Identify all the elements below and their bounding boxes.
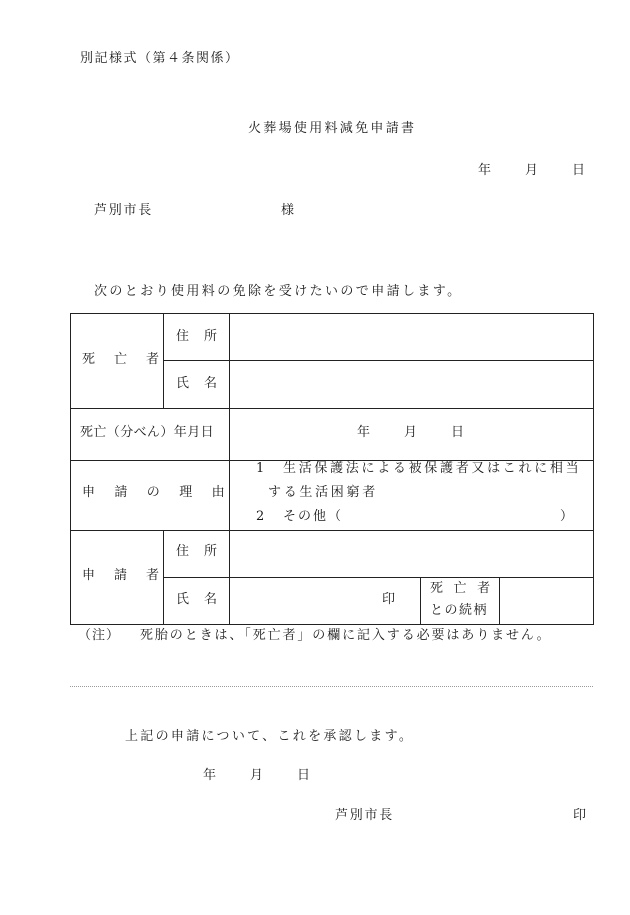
approval-mayor: 芦別市長 xyxy=(335,808,395,823)
relation-label-line1: 死 亡 者 xyxy=(430,581,494,596)
reason-option1-line2: する生活困窮者 xyxy=(268,485,378,500)
applicant-seal: 印 xyxy=(382,592,396,607)
applicant-address-label: 住 所 xyxy=(176,544,219,559)
table-line xyxy=(70,408,593,409)
applicant-address-value xyxy=(230,531,592,576)
table-line xyxy=(163,313,164,408)
intro-text: 次のとおり使用料の免除を受けたいので申請します。 xyxy=(94,284,463,299)
death-date-year: 年 xyxy=(357,425,371,440)
deceased-name-label: 氏 名 xyxy=(176,376,219,391)
table-line xyxy=(420,577,421,624)
reason-option1-number: 1 xyxy=(256,461,265,476)
table-line xyxy=(163,530,164,624)
addressee-name: 芦別市長 xyxy=(94,203,154,218)
date-top-year: 年 xyxy=(478,163,492,178)
approval-seal: 印 xyxy=(573,808,587,823)
deceased-name-value xyxy=(230,361,592,407)
reason-option1-line1: 生活保護法による被保護者又はこれに相当 xyxy=(283,461,582,476)
reason-option2-close: ） xyxy=(560,509,574,524)
reason-option2-number: 2 xyxy=(256,509,265,524)
note-label: （注） xyxy=(78,628,121,643)
date-top-day: 日 xyxy=(572,163,586,178)
form-label: 別記様式（第４条関係） xyxy=(80,51,240,66)
applicant-label: 申 請 者 xyxy=(82,568,163,583)
death-date-day: 日 xyxy=(451,425,465,440)
date-top-month: 月 xyxy=(525,163,539,178)
reason-label: 申 請 の 理 由 xyxy=(82,485,228,500)
applicant-name-label: 氏 名 xyxy=(176,592,219,607)
cut-line-divider xyxy=(70,686,593,687)
reason-option2-text: その他（ xyxy=(283,509,344,524)
addressee-suffix: 様 xyxy=(281,203,295,218)
relation-label-line2: との続柄 xyxy=(430,603,489,618)
deceased-address-value xyxy=(230,314,592,359)
approval-text: 上記の申請について、これを承認します。 xyxy=(125,729,415,744)
page-title: 火葬場使用料減免申請書 xyxy=(248,121,417,136)
deceased-address-label: 住 所 xyxy=(176,329,219,344)
note-text: 死胎のときは、「死亡者」の欄に記入する必要はありません。 xyxy=(140,628,552,643)
death-date-label: 死亡（分べん）年月日 xyxy=(80,425,215,440)
approval-date-year: 年 xyxy=(203,768,217,783)
table-line xyxy=(229,313,230,624)
approval-date-month: 月 xyxy=(250,768,264,783)
approval-date-day: 日 xyxy=(297,768,311,783)
death-date-month: 月 xyxy=(404,425,418,440)
relation-value xyxy=(500,578,592,623)
deceased-label: 死 亡 者 xyxy=(82,352,163,367)
